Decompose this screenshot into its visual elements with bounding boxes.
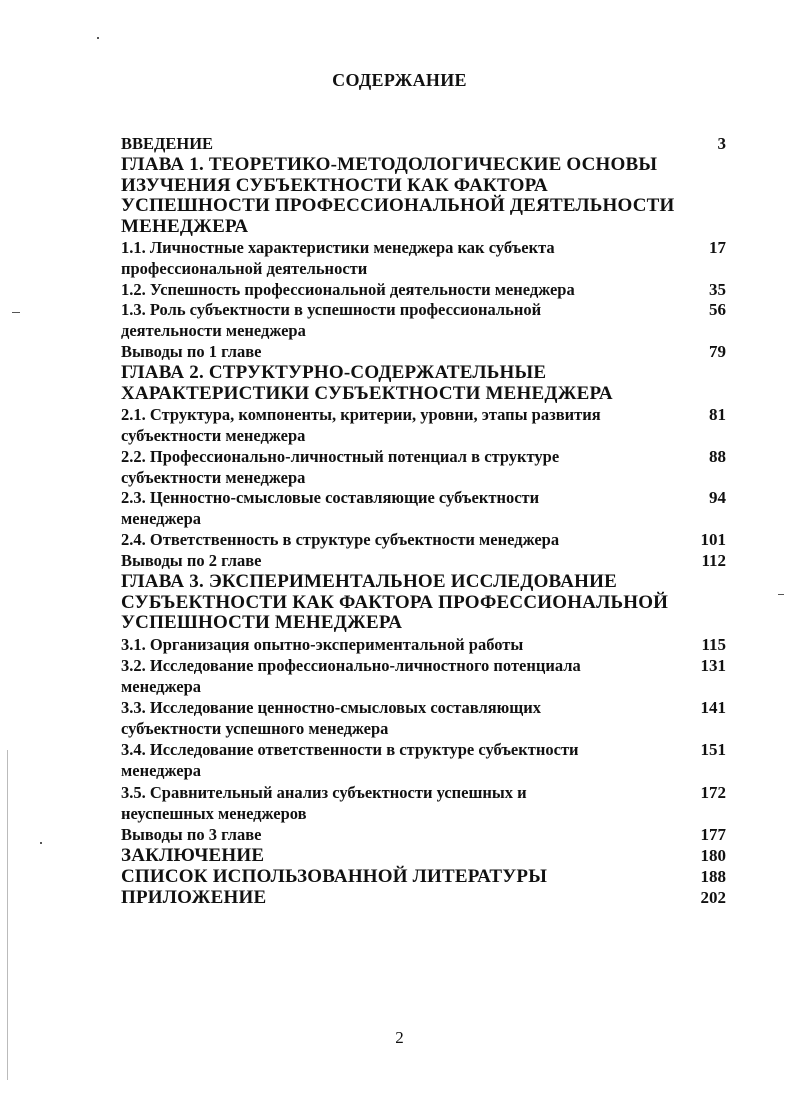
toc-entry-2-4 xyxy=(121,530,681,551)
toc-entry-conclusions-2 xyxy=(121,551,681,572)
toc-page-number: 202 xyxy=(700,888,726,907)
toc-entry-2-1 xyxy=(121,405,681,446)
toc-page-number: 177 xyxy=(700,825,726,844)
toc-entry-line: Выводы по 1 главе xyxy=(121,342,262,361)
toc-entry-3-4 xyxy=(121,740,681,781)
toc-entry-1-1 xyxy=(121,238,681,279)
toc-entry-line: ВВЕДЕНИЕ xyxy=(121,134,214,153)
toc-entry-line: 2.4. Ответственность в структуре субъектности менеджера xyxy=(121,530,560,549)
toc-page-number: 151 xyxy=(700,740,726,759)
toc-entry-3-1 xyxy=(121,635,681,656)
toc-entry-line: 3.4. Исследование ответственности в структуре субъектности xyxy=(121,740,579,759)
toc-entry-line: ГЛАВА 1. ТЕОРЕТИКО-МЕТОДОЛОГИЧЕСКИЕ ОСНОВЫ xyxy=(121,154,658,175)
toc-entry-line: МЕНЕДЖЕРА xyxy=(121,215,249,237)
toc-entry-line: 3.5. Сравнительный анализ субъектности успешных и xyxy=(121,783,527,802)
toc-entry-line: 3.1. Организация опытно-экспериментальной работы xyxy=(121,635,524,654)
toc-entry-line: ГЛАВА 2. СТРУКТУРНО-СОДЕРЖАТЕЛЬНЫЕ xyxy=(121,362,547,383)
toc-entry-line: СУБЪЕКТНОСТИ КАК ФАКТОРА ПРОФЕССИОНАЛЬНОЙ xyxy=(121,591,669,613)
toc-entry-line: ПРИЛОЖЕНИЕ xyxy=(121,887,267,908)
toc-page-number: 17 xyxy=(709,238,726,257)
toc-entry-introduction xyxy=(121,134,681,155)
toc-entry-chapter-3 xyxy=(121,572,681,634)
toc-entry-line: Выводы по 3 главе xyxy=(121,825,262,844)
toc-entry-line: ХАРАКТЕРИСТИКИ СУБЪЕКТНОСТИ МЕНЕДЖЕРА xyxy=(121,382,613,404)
toc-page-number: 141 xyxy=(700,698,726,717)
scan-speck xyxy=(97,37,99,39)
toc-entry-conclusions-3 xyxy=(121,825,681,846)
toc-entry-chapter-2 xyxy=(121,363,681,404)
toc-entry-line: деятельности менеджера xyxy=(121,320,306,340)
toc-entry-3-2 xyxy=(121,656,681,697)
toc-entry-line: 2.2. Профессионально-личностный потенциал в структуре xyxy=(121,447,560,466)
toc-entry-line: СПИСОК ИСПОЛЬЗОВАННОЙ ЛИТЕРАТУРЫ xyxy=(121,866,548,887)
toc-page-number: 112 xyxy=(701,551,726,570)
toc-entry-2-2 xyxy=(121,447,681,488)
toc-entry-line: 1.2. Успешность профессиональной деятельности менеджера xyxy=(121,280,575,299)
page-number: 2 xyxy=(395,1028,404,1047)
toc-entry-line: субъектности менеджера xyxy=(121,425,306,445)
toc-page-number: 3 xyxy=(717,134,726,153)
toc-entry-3-3 xyxy=(121,698,681,739)
toc-entry-references xyxy=(121,867,681,888)
toc-entry-1-3 xyxy=(121,300,681,341)
scan-speck xyxy=(40,842,42,844)
toc-entry-line: 3.2. Исследование профессионально-личностного потенциала xyxy=(121,656,581,675)
toc-page-number: 81 xyxy=(709,405,726,424)
toc-page-number: 188 xyxy=(700,867,726,886)
toc-entry-conclusion xyxy=(121,846,681,867)
toc-entry-appendix xyxy=(121,888,681,909)
toc-page-number: 131 xyxy=(700,656,726,675)
toc-entry-line: 2.1. Структура, компоненты, критерии, уровни, этапы развития xyxy=(121,405,601,424)
toc-entry-line: ГЛАВА 3. ЭКСПЕРИМЕНТАЛЬНОЕ ИССЛЕДОВАНИЕ xyxy=(121,571,617,592)
toc-page-number: 172 xyxy=(700,783,726,802)
toc-page-number: 79 xyxy=(709,342,726,361)
toc-entry-line: субъектности менеджера xyxy=(121,467,306,487)
toc-page-number: 94 xyxy=(709,488,726,507)
toc-entry-line: 2.3. Ценностно-смысловые составляющие субъектности xyxy=(121,488,540,507)
toc-entry-line: менеджера xyxy=(121,508,202,528)
toc-entry-line: субъектности успешного менеджера xyxy=(121,718,389,738)
toc-entry-line: ИЗУЧЕНИЯ СУБЪЕКТНОСТИ КАК ФАКТОРА xyxy=(121,174,548,196)
scan-speck xyxy=(778,594,784,595)
toc-page-number: 35 xyxy=(709,280,726,299)
toc-entry-line: 1.1. Личностные характеристики менеджера как субъекта xyxy=(121,238,555,257)
toc-page-number: 101 xyxy=(700,530,726,549)
toc-entry-line: УСПЕШНОСТИ МЕНЕДЖЕРА xyxy=(121,612,403,633)
scan-edge-noise xyxy=(7,750,8,1080)
toc-entry-3-5 xyxy=(121,783,681,824)
scan-speck xyxy=(12,312,20,313)
toc-entry-line: неуспешных менеджеров xyxy=(121,803,307,823)
toc-entry-line: менеджера xyxy=(121,676,202,696)
toc-entry-line: 1.3. Роль субъектности в успешности профессиональной xyxy=(121,300,542,319)
toc-entry-line: Выводы по 2 главе xyxy=(121,551,262,570)
toc-page-number: 180 xyxy=(700,846,726,865)
toc-entry-line: УСПЕШНОСТИ ПРОФЕССИОНАЛЬНОЙ ДЕЯТЕЛЬНОСТИ xyxy=(121,195,675,216)
toc-page-number: 115 xyxy=(701,635,726,654)
toc-entry-line: ЗАКЛЮЧЕНИЕ xyxy=(121,845,265,866)
toc-entry-conclusions-1 xyxy=(121,342,681,363)
page-title: СОДЕРЖАНИЕ xyxy=(332,70,467,90)
toc-entry-line: профессиональной деятельности xyxy=(121,258,368,278)
toc-page-number: 88 xyxy=(709,447,726,466)
toc-entry-2-3 xyxy=(121,488,681,529)
toc-entry-line: 3.3. Исследование ценностно-смысловых составляющих xyxy=(121,698,541,717)
toc-entry-chapter-1 xyxy=(121,155,681,237)
toc-page-number: 56 xyxy=(709,300,726,319)
toc-entry-1-2 xyxy=(121,280,681,301)
toc-entry-line: менеджера xyxy=(121,760,202,780)
